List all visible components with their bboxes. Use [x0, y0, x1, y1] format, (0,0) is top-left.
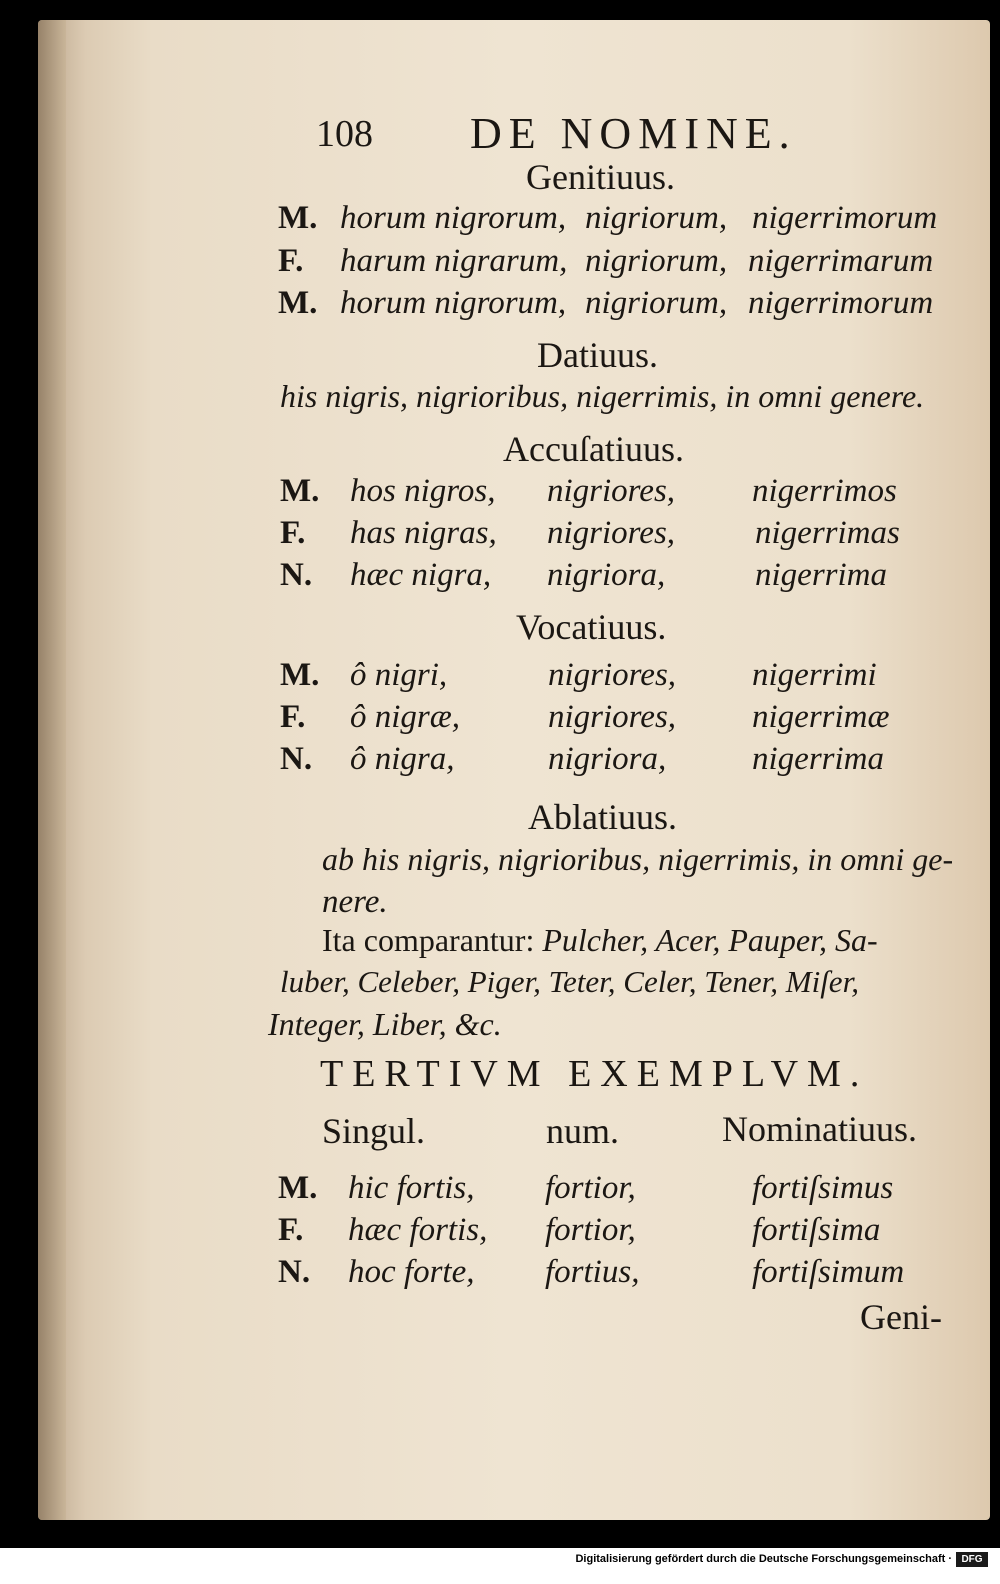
form-superlative: nigerrimos [752, 473, 897, 509]
form-superlative: nigerrimas [755, 515, 900, 551]
form-superlative: fortiſsima [752, 1212, 881, 1248]
gender-label: F. [280, 699, 306, 735]
form-comparative: nigriorum, [585, 243, 728, 279]
gender-label: N. [280, 741, 313, 777]
running-head: DE NOMINE. [470, 109, 797, 158]
catchword: Geni- [860, 1297, 942, 1337]
form-comparative: nigriores, [548, 657, 677, 693]
ablative-line: ab his nigris, nigrioribus, nigerrimis, in omni ge- [322, 841, 954, 877]
form-superlative: fortiſsimum [752, 1254, 905, 1290]
form-positive: harum nigrarum, [340, 243, 568, 279]
form-positive: horum nigrorum, [340, 200, 567, 236]
dfg-logo: DFG [956, 1552, 988, 1567]
subheading-nominatiuus: Nominatiuus. [722, 1109, 917, 1149]
paragraph-line [322, 922, 878, 959]
genitive-heading: Genitiuus. [526, 157, 675, 197]
dative-line: his nigris, nigrioribus, nigerrimis, in omni genere. [280, 378, 925, 414]
gender-label: M. [278, 200, 318, 236]
comparantur-list: Pulcher, Acer, Pauper, Sa- [542, 922, 878, 958]
form-positive: horum nigrorum, [340, 285, 567, 321]
form-comparative: fortior, [545, 1212, 636, 1248]
funding-credit: Digitalisierung gefördert durch die Deutsche Forschungsgemeinschaft · [575, 1553, 952, 1565]
accusative-heading: Accuſatiuus. [503, 429, 684, 469]
gender-label: N. [278, 1254, 311, 1290]
form-comparative: fortior, [545, 1170, 636, 1206]
form-superlative: nigerrima [752, 741, 884, 777]
page-number: 108 [316, 113, 373, 155]
form-superlative: nigerrimarum [748, 243, 934, 279]
gender-label: M. [278, 1170, 318, 1206]
page-gutter [38, 20, 66, 1520]
comparantur-lead: Ita comparantur: [322, 922, 535, 958]
form-positive: hos nigros, [350, 473, 496, 509]
subheading-num: num. [546, 1111, 620, 1151]
gender-label: N. [280, 557, 313, 593]
gender-label: F. [278, 1212, 304, 1248]
form-superlative: fortiſsimus [752, 1170, 894, 1206]
form-superlative: nigerrimorum [748, 285, 934, 321]
form-positive: ô nigri, [350, 657, 448, 693]
form-comparative: nigriores, [547, 515, 676, 551]
gender-label: F. [278, 243, 304, 279]
gender-label: M. [278, 285, 318, 321]
section-title: TERTIVM EXEMPLVM. [320, 1053, 869, 1095]
gender-label: F. [280, 515, 306, 551]
ablative-line: nere. [322, 884, 388, 920]
gender-label: M. [280, 473, 320, 509]
form-superlative: nigerrimorum [752, 200, 938, 236]
ablative-heading: Ablatiuus. [528, 797, 677, 837]
form-superlative: nigerrimi [752, 657, 877, 693]
comparantur-list: luber, Celeber, Piger, Teter, Celer, Tener, Miſer, [280, 964, 859, 999]
form-superlative: nigerrima [755, 557, 887, 593]
form-positive: hæc fortis, [348, 1212, 488, 1248]
form-comparative: fortius, [545, 1254, 640, 1290]
vocative-heading: Vocatiuus. [516, 607, 667, 647]
form-positive: ô nigræ, [350, 699, 461, 735]
form-comparative: nigriores, [547, 473, 676, 509]
subheading-singul: Singul. [322, 1111, 426, 1151]
form-comparative: nigriores, [548, 699, 677, 735]
form-comparative: nigriorum, [585, 285, 728, 321]
form-positive: hic fortis, [348, 1170, 475, 1206]
form-superlative: nigerrimæ [752, 699, 890, 735]
form-comparative: nigriora, [548, 741, 667, 777]
gender-label: M. [280, 657, 320, 693]
dative-heading: Datiuus. [537, 335, 658, 375]
comparantur-list: Integer, Liber, &c. [268, 1006, 502, 1042]
form-positive: hoc forte, [348, 1254, 475, 1290]
form-comparative: nigriora, [547, 557, 666, 593]
form-positive: hæc nigra, [350, 557, 492, 593]
form-positive: ô nigra, [350, 741, 455, 777]
form-positive: has nigras, [350, 515, 497, 551]
form-comparative: nigriorum, [585, 200, 728, 236]
